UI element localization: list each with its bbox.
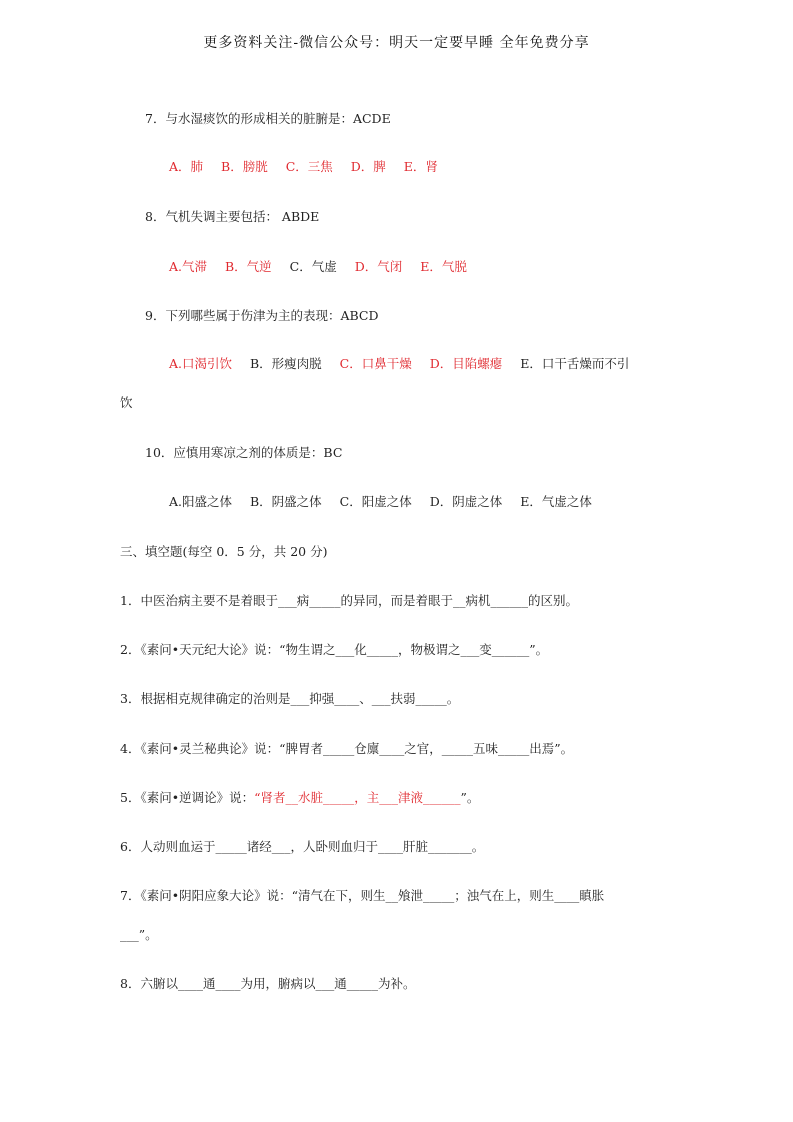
fill-item-7: 7．《素问•阴阳应象大论》说：“清气在下，则生__飧泄_____；浊气在上，则生____瞋胀	[120, 888, 605, 903]
fill-item-5-suffix: ”。	[460, 790, 480, 805]
option-d: D．气闭	[354, 259, 403, 274]
question-10-options	[169, 492, 606, 510]
section-title: 三、填空题(每空 0．5 分，共 20 分)	[120, 544, 328, 559]
option-d: D．脾	[350, 159, 386, 174]
fill-item-3: 3．根据相克规律确定的治则是___抑强____、___扶弱_____。	[120, 691, 460, 706]
option-e: E．肾	[403, 159, 438, 174]
option-b: B．形瘦肉脱	[250, 356, 322, 371]
question-9-stem: 9．下列哪些属于伤津为主的表现：ABCD	[145, 308, 379, 323]
page-header: 更多资料关注-微信公众号：明天一定要早睡 全年免费分享	[203, 35, 590, 51]
question-8-stem: 8．气机失调主要包括： ABDE	[145, 209, 320, 224]
question-10-stem: 10．应慎用寒凉之剂的体质是：BC	[145, 445, 343, 460]
option-b: B．阴盛之体	[250, 494, 322, 509]
option-a: A.气滞	[169, 259, 208, 274]
option-b: B．膀胱	[221, 159, 268, 174]
option-a: A.口渴引饮	[169, 356, 233, 371]
fill-item-2: 2．《素问•天元纪大论》说：“物生谓之___化_____，物极谓之___变______”。	[120, 642, 549, 657]
option-b: B．气逆	[225, 259, 272, 274]
question-7-options	[169, 157, 452, 175]
option-c: C．三焦	[285, 159, 333, 174]
fill-item-8: 8．六腑以____通____为用，腑病以___通_____为补。	[120, 976, 416, 991]
option-e: E．气脱	[420, 259, 467, 274]
question-9-options	[169, 354, 643, 372]
question-8-options	[169, 257, 481, 275]
question-9-wrap: 饮	[120, 395, 133, 410]
option-d: D．阴虚之体	[429, 494, 503, 509]
fill-item-7-wrap: ___”。	[120, 927, 158, 942]
fill-item-5-prefix: 5．《素问•逆调论》说：	[120, 790, 255, 805]
option-e: E．口干舌燥而不引	[520, 356, 630, 371]
fill-item-4: 4．《素问•灵兰秘典论》说：“脾胃者_____仓廪____之官，_____五味_____出焉”。	[120, 741, 574, 756]
fill-item-1: 1．中医治病主要不是着眼于___病_____的异同，而是着眼于__病机______的区别。	[120, 593, 578, 608]
option-a: A.阳盛之体	[169, 494, 233, 509]
option-e: E．气虚之体	[520, 494, 592, 509]
option-c: C．气虚	[289, 259, 337, 274]
fill-item-6: 6．人动则血运于_____诸经___，人卧则血归于____肝脏_______。	[120, 839, 485, 854]
option-d: D．目陷螺瘪	[429, 356, 503, 371]
option-a: A．肺	[169, 159, 204, 174]
fill-item-5-answer: “肾者__水脏_____，主___津液______	[254, 790, 461, 805]
fill-item-5	[120, 788, 479, 806]
option-c: C．阳虚之体	[339, 494, 412, 509]
option-c: C．口鼻干燥	[339, 356, 412, 371]
question-7-stem: 7．与水湿痰饮的形成相关的脏腑是：ACDE	[145, 111, 391, 126]
